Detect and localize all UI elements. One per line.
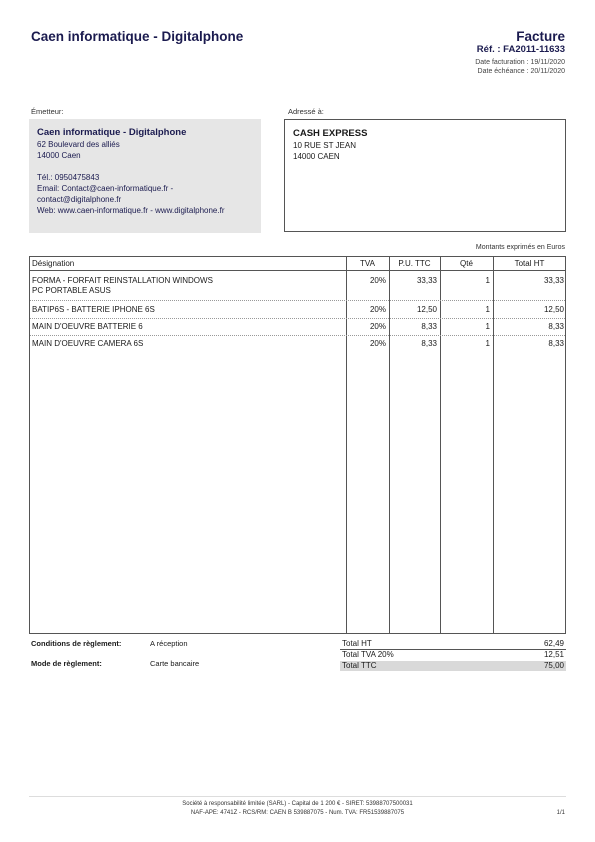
invoice-reference: Réf. : FA2011-11633 (476, 44, 565, 55)
row-tva: 20% (369, 322, 386, 331)
sender-phone: Tél.: 0950475843 (37, 173, 100, 182)
total-ht-value: 62,49 (543, 639, 564, 648)
footer-legal (0, 800, 595, 818)
recipient-address-line2: 14000 CAEN (293, 152, 340, 161)
items-table (29, 256, 566, 634)
row-unit-price: 33,33 (416, 276, 437, 285)
table-row (30, 339, 565, 349)
row-unit-price: 8,33 (421, 322, 437, 331)
header-total-ht: Total HT (514, 259, 545, 268)
totals-block (340, 639, 566, 672)
row-quantity: 1 (485, 276, 490, 285)
row-unit-price: 12,50 (416, 305, 437, 314)
recipient-label: Adressé à: (288, 107, 324, 116)
row-total: 12,50 (543, 305, 564, 314)
row-total: 33,33 (543, 276, 564, 285)
payment-terms-value: A réception (150, 639, 188, 648)
row-tva: 20% (369, 276, 386, 285)
row-designation: MAIN D'OEUVRE BATTERIE 6 (32, 322, 143, 331)
table-row (30, 322, 565, 332)
header-quantity: Qté (460, 259, 473, 268)
row-separator (30, 300, 565, 301)
total-ttc-value: 75,00 (543, 661, 564, 670)
sender-address-line2: 14000 Caen (37, 151, 81, 160)
row-quantity: 1 (485, 305, 490, 314)
row-unit-price: 8,33 (421, 339, 437, 348)
header-designation: Désignation (32, 259, 75, 268)
footer-line2: NAF-APE: 4741Z - RCS/RM: CAEN B 539887075 - Num. TVA: FR51539887075 (190, 810, 405, 816)
invoice-dates (475, 58, 565, 76)
payment-terms-label: Conditions de règlement: (31, 639, 122, 648)
page-number: 1/1 (556, 810, 565, 816)
row-separator (30, 335, 565, 336)
row-tva: 20% (369, 305, 386, 314)
currency-note: Montants exprimés en Euros (475, 244, 565, 251)
row-tva: 20% (369, 339, 386, 348)
sender-label: Émetteur: (31, 107, 64, 116)
footer-line1: Société à responsabilité limitée (SARL) - Capital de 1 200 € - SIRET: 53988707500031 (182, 801, 413, 807)
row-quantity: 1 (485, 339, 490, 348)
recipient-box (284, 119, 566, 232)
header-unit-price: P.U. TTC (398, 259, 431, 268)
document-type: Facture (516, 29, 565, 44)
row-designation: FORMA - FORFAIT REINSTALLATION WINDOWS PC PORTABLE ASUS (32, 276, 213, 295)
total-tva-row (340, 650, 566, 660)
company-title: Caen informatique - Digitalphone (31, 29, 244, 44)
row-quantity: 1 (485, 322, 490, 331)
invoice-date: Date facturation : 19/11/2020 (475, 59, 565, 66)
sender-email-line1: Email: Contact@caen-informatique.fr - (37, 184, 174, 193)
sender-website: Web: www.caen-informatique.fr - www.digitalphone.fr (37, 206, 225, 215)
total-ht-label: Total HT (342, 639, 372, 648)
due-date: Date échéance : 20/11/2020 (477, 68, 565, 75)
sender-box (29, 119, 261, 233)
total-ht-row (340, 639, 566, 649)
row-total: 8,33 (548, 339, 564, 348)
row-separator (30, 318, 565, 319)
footer-divider (29, 796, 566, 797)
row-designation: MAIN D'OEUVRE CAMERA 6S (32, 339, 144, 348)
payment-mode-value: Carte bancaire (150, 659, 200, 668)
recipient-name: CASH EXPRESS (293, 128, 368, 139)
sender-address-line1: 62 Boulevard des alliés (37, 140, 120, 149)
header-tva: TVA (360, 259, 375, 268)
payment-mode-label: Mode de règlement: (31, 659, 102, 668)
total-ttc-row (340, 661, 566, 671)
recipient-address-line1: 10 RUE ST JEAN (293, 141, 356, 150)
table-row (30, 276, 565, 298)
header-divider (30, 270, 565, 271)
table-row (30, 305, 565, 315)
total-tva-label: Total TVA 20% (342, 650, 394, 659)
total-ttc-label: Total TTC (342, 661, 377, 670)
sender-name: Caen informatique - Digitalphone (37, 127, 187, 138)
sender-email-line2: contact@digitalphone.fr (37, 195, 122, 204)
row-designation: BATIP6S - BATTERIE IPHONE 6S (32, 305, 155, 314)
row-total: 8,33 (548, 322, 564, 331)
total-tva-value: 12,51 (543, 650, 564, 659)
